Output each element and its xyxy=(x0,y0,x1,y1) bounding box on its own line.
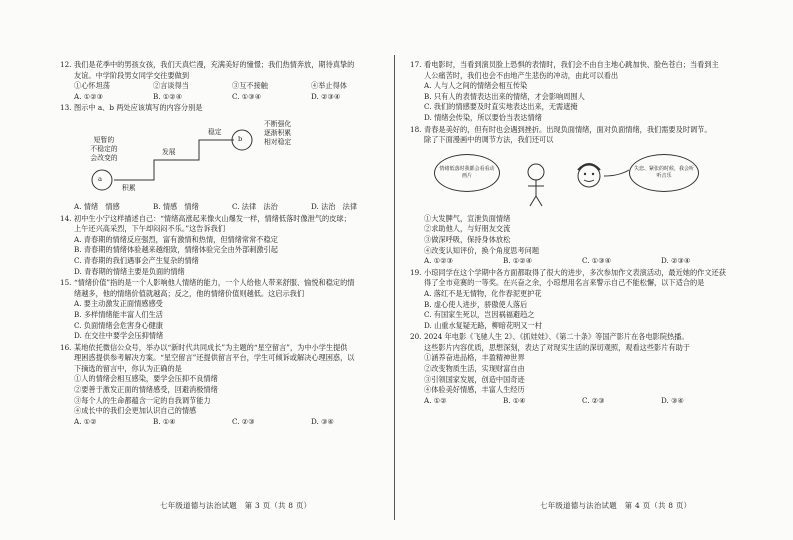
question-stem: 初中生小宁这样描述自己：“情绪高涨起来像火山爆发一样，情绪低落时像泄气的皮球； xyxy=(74,213,351,223)
option-d: D. ②③④ xyxy=(661,256,691,266)
choice-item: ①大发脾气，宣泄负面情绪 xyxy=(424,213,511,223)
choice-item: ③引领国家发展，创造中国奇迹 xyxy=(424,374,525,384)
question-number: 18. xyxy=(410,124,422,134)
growth-diagram xyxy=(74,114,390,202)
option-c: C. 法律 法治 xyxy=(232,201,278,211)
option-d: D. ③④ xyxy=(661,395,684,405)
choice-item: ①涵养奋进品格，丰盈精神世界 xyxy=(424,353,525,363)
option-d: D. 青春期的情绪主要是负面的情绪 xyxy=(74,266,185,276)
question-18 xyxy=(410,125,740,267)
option-b: B. 多样情绪能丰富人们生活 xyxy=(74,309,163,319)
question-stem: 看电影时，当看到演员脸上恐惧的表情时，我们会不由自主地心跳加快、脸色苍白；当看到主 xyxy=(424,60,719,69)
option-b: B. ①④ xyxy=(153,416,176,426)
option-d: D. ③④ xyxy=(311,416,334,426)
question-number: 13. xyxy=(60,103,72,113)
question-20 xyxy=(410,332,740,406)
option-d: D. ②③④ xyxy=(311,91,341,101)
choice-item: ④举止得体 xyxy=(311,81,347,91)
choice-item: ①心怀坦荡 xyxy=(74,81,110,91)
question-stem: 除了下面漫画中的调节方法，我们还可以 xyxy=(424,135,554,145)
left-description: 短暂的 不稳定的 会改变的 xyxy=(90,135,118,162)
option-c: C. ①③④ xyxy=(582,256,612,266)
option-d: D. 山重水复疑无路，柳暗花明又一村 xyxy=(424,320,542,330)
question-stem: 这些影片内容优质，思想深刻，表达了对现实生活的深切观照，观看这些影片有助于 xyxy=(424,342,690,352)
answer-options xyxy=(410,256,740,267)
option-b: B. 青春期的情绪体验越来越细致，情绪体验完全由外部刺激引起 xyxy=(74,245,278,255)
answer-options xyxy=(60,202,390,213)
question-number: 19. xyxy=(410,267,422,277)
choice-item: ②求助他人，与好朋友交流 xyxy=(424,224,511,234)
choice-item: ④成长中的我们会更加认识自己的情感 xyxy=(74,406,197,416)
question-17 xyxy=(410,60,740,124)
step-accumulate: 积累 xyxy=(122,183,136,192)
question-stem: 小琼同学在这个学期中各方面都取得了很大的进步，多次参加作文表演活动，最近她的作文还获 xyxy=(424,267,726,277)
step-develop: 发展 xyxy=(162,147,176,156)
option-a: A. ①② xyxy=(424,395,447,405)
question-stem: “情绪价值”指的是一个人影响他人情绪的能力，一个人给他人带来舒服、愉悦和稳定的情 xyxy=(74,278,355,288)
label-b: b xyxy=(238,134,243,143)
answer-options xyxy=(60,92,390,103)
question-stem: 2024 年电影《飞驰人生 2》、《抓娃娃》、《第二十条》等国产影片在各电影院热播。 xyxy=(424,332,689,342)
question-stem: 理困惑提供参考解决方案。“星空留言”还提供留言平台，学生可倾诉或解决心理困惑，以 xyxy=(74,353,355,363)
speech-bubble-left: 情绪低落时我都会看看动画片 xyxy=(434,154,500,192)
question-number: 14. xyxy=(60,213,72,223)
question-number: 20. xyxy=(410,332,422,342)
page-footer-right: 七年级道德与法治试题 第 4 页（共 8 页） xyxy=(540,501,692,510)
question-13 xyxy=(60,103,390,212)
option-b: B. 只有人的表情表达出来的情绪，才会影响周围人 xyxy=(424,91,585,101)
choice-item: ③每个人的生命都蕴含一定的自我调节能力 xyxy=(74,395,211,405)
option-c: C. 我们的情感要及时直实地表达出来，无需遮掩 xyxy=(424,102,578,112)
option-b: B. 情感 情绪 xyxy=(153,201,199,211)
question-number: 17. xyxy=(410,60,422,69)
option-c: C. ①③④ xyxy=(232,91,262,101)
question-16 xyxy=(60,343,390,428)
option-a: A. ①②③ xyxy=(424,256,454,266)
question-stem: 友谊。中学阶段男女同学交往要做到 xyxy=(74,70,190,80)
right-description: 不断强化 逐渐积累 相对稳定 xyxy=(264,119,292,146)
option-a: A. 青春期的情绪反应强烈，富有激情和热情，但情绪常常不稳定 xyxy=(74,234,278,244)
option-d: D. 在交往中要学会压抑情绪 xyxy=(74,331,164,341)
option-d: D. 法治 法律 xyxy=(311,201,358,211)
question-stem: 图示中 a、b 两处应该填写的内容分别是 xyxy=(74,103,203,113)
option-b: B. 虚心使人进步，骄傲使人落后 xyxy=(424,299,528,309)
step-stable: 稳定 xyxy=(208,127,222,136)
question-14 xyxy=(60,214,390,278)
option-a: A. 落红不是无情物，化作春泥更护花 xyxy=(424,288,542,298)
speech-bubble-right: 失恋、紧张的时候，我会听听音乐 xyxy=(629,154,699,192)
option-a: A. 要主动激发正面情感感受 xyxy=(74,299,163,309)
question-stem: 上午还兴高采烈，下午却闷闷不乐。”这告诉我们 xyxy=(74,224,226,234)
question-stem: 人公痛苦时，我们也会不由地产生悲伤的冲动，由此可以看出 xyxy=(424,70,619,80)
page-footer-left: 七年级道德与法治试题 第 3 页（共 8 页） xyxy=(160,501,312,510)
question-number: 16. xyxy=(60,342,72,352)
question-19 xyxy=(410,268,740,332)
question-stem: 下摘选的留言中，你认为正确的是 xyxy=(74,363,182,373)
option-b: B. ①②④ xyxy=(503,256,533,266)
label-a: a xyxy=(98,174,103,183)
option-c: C. ②③ xyxy=(232,416,255,426)
question-number: 15. xyxy=(60,278,72,288)
option-a: A. 人与人之间的情绪会相互传染 xyxy=(424,81,528,91)
option-c: C. 负面情绪会危害身心健康 xyxy=(74,320,163,330)
page-3 xyxy=(60,60,390,428)
answer-options xyxy=(410,396,740,407)
question-number: 12. xyxy=(60,60,72,69)
question-stem: 得了全市竞赛的一等奖。在兴奋之余，小琼想用名言来警示自己不能松懈，以下适合的是 xyxy=(424,278,705,288)
option-a: A. ①② xyxy=(74,416,97,426)
option-b: B. ①②④ xyxy=(153,91,183,101)
question-stem: 绪越多，他的情绪价值就越高；反之，他的情绪价值则越低。这启示我们 xyxy=(74,288,305,298)
choice-item: ④体验美好情感，丰富人生经历 xyxy=(424,385,525,395)
option-c: C. 青春期的我们遇事会产生复杂的情绪 xyxy=(74,255,199,265)
option-c: C. 有国家生死以，岂因祸福避趋之 xyxy=(424,310,535,320)
question-stem: 我们是花季中的男孩女孩，我们天真烂漫，充满美好的憧憬；我们热情奔放，期待真挚的 xyxy=(74,60,355,69)
choice-item: ④改变认知评价，换个角度思考问题 xyxy=(424,245,540,255)
choice-item: ①人的情绪会相互感染，要学会压抑不良情绪 xyxy=(74,374,218,384)
question-15 xyxy=(60,278,390,342)
choice-item: ②言谈得当 xyxy=(153,81,189,91)
option-d: D. 情绪会传染，所以要恰当表达情绪 xyxy=(424,112,542,122)
choice-item: ②改变物质生活，实现财富自由 xyxy=(424,364,525,374)
option-a: A. ①②③ xyxy=(74,91,104,101)
page-divider xyxy=(394,55,395,520)
choice-item: ③互不接触 xyxy=(232,81,268,91)
answer-options xyxy=(60,417,390,428)
choice-item: ③做深呼吸，保持身体放松 xyxy=(424,234,511,244)
comic-illustration xyxy=(424,150,740,210)
choice-item: ②要善于激发正面的情绪感受，回避消极情绪 xyxy=(74,385,218,395)
page-4 xyxy=(410,60,740,407)
option-c: C. ②③ xyxy=(582,395,605,405)
question-stem: 某地依托微信公众号，举办以“新时代共同成长”为主题的“星空留言”，为中小学生提供 xyxy=(74,342,348,352)
question-12 xyxy=(60,60,390,102)
choice-items xyxy=(60,81,390,92)
question-stem: 青春是美好的，但有时也会遇到挫折。出现负面情绪，面对负面情绪，我们需要及时调节。 xyxy=(424,124,712,134)
option-a: A. 情绪 情感 xyxy=(74,201,120,211)
option-b: B. ①④ xyxy=(503,395,526,405)
